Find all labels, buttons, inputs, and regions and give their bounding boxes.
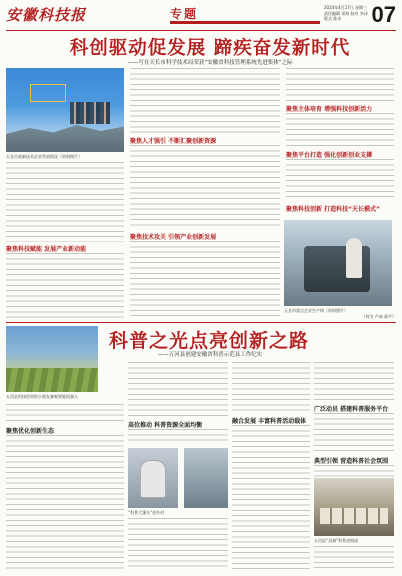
story2-col4c-text [314, 465, 394, 477]
story1-photo2-caption: 天长市重点企业生产线（资料照片） [284, 308, 348, 313]
story1-col3-text [286, 68, 394, 102]
story2-col4-text [314, 362, 394, 402]
story1-col2b-text [130, 145, 280, 229]
story2-photo-robot [128, 448, 178, 508]
story1-subhead: ——写在天长市科学技术局荣获“安徽省科技管理系统先进集体”之际 [127, 60, 293, 66]
section-title: 专题 [170, 7, 199, 21]
story2-section-5: 典型引领 营造科普社会氛围 [314, 458, 389, 465]
story1-col2-text [130, 68, 280, 134]
story1-section-4: 聚焦主体培育 增强科技创新活力 [286, 106, 373, 113]
story1-col3b-text [286, 113, 394, 147]
story1-col3c-text [286, 159, 394, 199]
story1-col1b-text [6, 253, 124, 319]
story1-byline: （何为 卢茹 蒋平） [361, 314, 396, 319]
photo-sign [30, 84, 66, 102]
story2-col2b-text [128, 429, 228, 445]
section-bar [170, 21, 320, 24]
story1-section-2: 聚焦人才强引 不断汇聚创新资源 [130, 138, 217, 145]
story2-col2c-text [128, 518, 228, 570]
story2-col1b-text [6, 435, 124, 570]
story2-photo2-caption: 五河县“双减”科普进校园 [314, 538, 359, 543]
story2-section-3: 融合发展 丰富科普活动载体 [232, 418, 307, 425]
story-separator [6, 322, 396, 323]
story2-col3-text [232, 362, 310, 414]
photo-field [6, 368, 98, 392]
date-line: 2024年4月17日 星期三 [324, 5, 368, 10]
photo-robot [140, 460, 166, 498]
story1-photo-caption: 天长市高新技术企业发展情况（资料照片） [6, 154, 82, 159]
masthead [6, 4, 396, 32]
story2-section-4: 广泛动员 搭建科普服务平台 [314, 406, 389, 413]
story2-col2-text [128, 362, 228, 418]
photo-worker [346, 238, 362, 278]
story1-section-5: 聚焦平台打造 强化创新创业支撑 [286, 152, 373, 159]
story1-col2c-text [130, 241, 280, 319]
story1-section-1: 聚焦科技赋能 发展产业新动能 [6, 246, 87, 253]
editor-line: 责任编辑 邓海 校对 李泽 版式 陈卓 [324, 10, 368, 22]
story2-photo-classroom [314, 478, 394, 536]
story2-photo-3 [184, 448, 228, 508]
photo-people [70, 102, 110, 124]
story1-headline: 科创驱动促发展 蹄疾奋发新时代 [69, 38, 351, 59]
story1-col1-text [6, 162, 124, 242]
story1-section-6: 聚焦科技创新 打造科技“天长模式” [286, 206, 380, 213]
story1-photo [6, 68, 124, 152]
page-number: 07 [371, 2, 396, 27]
story2-photo [6, 326, 98, 392]
story2-section-2: 高位推动 科普资源全面均衡 [128, 422, 203, 429]
story1-photo-2 [284, 220, 392, 306]
story2-photo3-caption: “科普大篷车”进乡村 [128, 510, 165, 515]
story2-col4d-text [314, 546, 394, 570]
photo-tables [320, 508, 388, 524]
masthead-rule [6, 30, 396, 31]
photo-hills [6, 122, 124, 152]
story2-col3b-text [232, 425, 310, 570]
story2-headline: 科普之光点亮创新之路 [108, 330, 309, 352]
story2-section-1: 聚焦优化创新生态 [6, 428, 55, 435]
issue-meta [324, 5, 372, 22]
story2-photo-caption: 五河县科技馆里的小朋友参观智能机器人 [6, 394, 78, 399]
story1-section-3: 聚焦技术攻关 引领产业创新发展 [130, 234, 217, 241]
newspaper-logo: 安徽科技报 [6, 6, 87, 24]
story2-col1-text [6, 404, 124, 424]
story2-subhead: ——五河县创建安徽省科普示范县工作纪实 [157, 352, 263, 358]
story2-col4b-text [314, 413, 394, 453]
